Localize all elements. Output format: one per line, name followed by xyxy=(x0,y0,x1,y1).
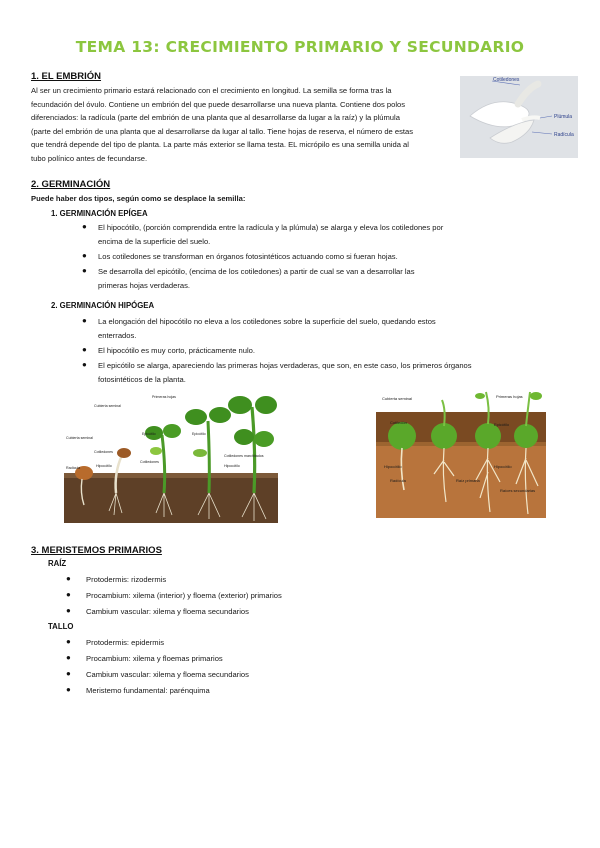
bullet-dot: ● xyxy=(66,606,71,615)
text-line: fecundación del óvulo. Contiene un embrión del que puede desarrollarse una nueva planta. Contiene dos polos xyxy=(31,99,406,109)
bullet-dot: ● xyxy=(82,316,87,325)
bullet-text: Se desarrolla del epicótilo, (encima de los cotiledones) a partir de cual se van a desarrollar las xyxy=(98,267,415,276)
text-line: (parte del embrión de una planta que al desarrollarse da lugar al tallo. Tiene hojas de reserva, el número de estas xyxy=(31,126,414,136)
bullet-text: Procambium: xilema (interior) y floema (exterior) primarios xyxy=(86,591,282,600)
fig-label: Hipocótilo xyxy=(494,464,512,469)
fig-label: Cotiledones marchitados xyxy=(224,454,264,458)
bullet-text: Los cotiledones se transforman en órganos fotosintéticos actuando como si fueran hojas. xyxy=(98,252,398,261)
fig-label: Radícula xyxy=(554,132,574,138)
text-line: que tendrá depende del tipo de planta. La parte más exterior se llama testa. EL micrópilo es una semilla unida al xyxy=(31,140,409,149)
section-heading-embrion: 1. EL EMBRIÓN xyxy=(31,71,102,82)
bullet-dot: ● xyxy=(82,222,87,231)
bullet-dot: ● xyxy=(66,590,71,599)
bullet-text: El epicótilo se alarga, apareciendo las primeras hojas verdaderas, que son, en este caso, los primeros órganos xyxy=(98,361,472,370)
fig-label: Primeras hojas xyxy=(152,395,176,399)
fig-label: Cubierta seminal xyxy=(382,396,413,401)
page-title: TEMA 13: CRECIMIENTO PRIMARIO Y SECUNDARIO xyxy=(75,38,525,56)
bullet-text: Meristemo fundamental: parénquima xyxy=(86,686,210,695)
bullet-text: El hipocótilo es muy corto, prácticamente nulo. xyxy=(98,346,256,355)
bullet-text: fotosintéticos de la planta. xyxy=(98,375,186,384)
bullet-dot: ● xyxy=(66,574,71,583)
bullet-text: La elongación del hipocótilo no eleva a los cotiledones sobre la superficie del suelo, quedando estos xyxy=(98,317,436,326)
fig-label: Epicótilo xyxy=(142,432,156,436)
fig-label: Cubierta seminal xyxy=(66,436,93,440)
text-line: tubo polínico antes de fecundarse. xyxy=(31,153,148,163)
fig-label: Raíces secundarias xyxy=(500,488,536,493)
bullet-text: Cambium vascular: xilema y floema secundarios xyxy=(86,670,249,679)
bullet-dot: ● xyxy=(66,653,71,662)
fig-label: Cotiledones xyxy=(493,77,520,83)
bullet-text: Procambium: xilema y floemas primarios xyxy=(86,654,223,663)
text-line: diferenciados: la radícula (parte del embrión de una planta que al desarrollarse da lugar a la raíz) y la plúmula xyxy=(31,113,400,122)
bullet-text: Protodermis: epidermis xyxy=(86,638,165,647)
subheading-raiz: RAÍZ xyxy=(48,559,67,568)
fig-label: Cubierta seminal xyxy=(94,404,121,408)
bullet-text: encima de la superficie del suelo. xyxy=(98,237,211,246)
fig-label: Plúmula xyxy=(554,114,573,120)
embryo-figure xyxy=(460,76,578,158)
bullet-dot: ● xyxy=(66,637,71,646)
hypogeal-germination-figure xyxy=(376,390,546,518)
bullet-text: primeras hojas verdaderas. xyxy=(98,281,191,290)
section-heading-germinacion: 2. GERMINACIÓN xyxy=(31,179,111,190)
bullet-dot: ● xyxy=(82,360,87,369)
fig-label: Cotiledones xyxy=(94,450,113,454)
bullet-dot: ● xyxy=(82,266,87,275)
fig-label: Radícula xyxy=(66,466,81,470)
section-2-intro: Puede haber dos tipos, según como se desplace la semilla: xyxy=(31,194,246,203)
fig-label: Epicótilo xyxy=(192,432,206,436)
bullet-text: Cambium vascular: xilema y floema secundarios xyxy=(86,607,249,616)
fig-label: Hipocótilo xyxy=(224,464,240,468)
bullet-text: El hipocótilo, (porción comprendida entre la radícula y la plúmula) se alarga y eleva los cotiledones por xyxy=(98,223,444,232)
bullet-dot: ● xyxy=(82,345,87,354)
bullet-dot: ● xyxy=(82,251,87,260)
subheading-hipogea: 2. GERMINACIÓN HIPÓGEA xyxy=(51,301,155,310)
section-heading-meristemos: 3. MERISTEMOS PRIMARIOS xyxy=(31,545,162,556)
fig-label: Epicótilo xyxy=(494,422,510,427)
subheading-tallo: TALLO xyxy=(48,622,74,631)
fig-label: Primeras hojas xyxy=(496,394,523,399)
fig-label: Cotiledón xyxy=(390,420,407,425)
fig-label: Raíz primaria xyxy=(456,478,480,483)
fig-label: Hipocótilo xyxy=(96,464,112,468)
fig-label: Cotiledones xyxy=(140,460,159,464)
bullet-dot: ● xyxy=(66,669,71,678)
fig-label: Hipocótilo xyxy=(384,464,402,469)
fig-label: Radícula xyxy=(390,478,406,483)
subheading-epigea: 1. GERMINACIÓN EPÍGEA xyxy=(51,209,148,218)
text-line: Al ser un crecimiento primario estará relacionado con el crecimiento en longitud. La semilla se forma tras la xyxy=(31,86,392,95)
epigeal-germination-figure xyxy=(64,393,278,523)
bullet-text: Protodermis: rizodermis xyxy=(86,575,167,584)
bullet-dot: ● xyxy=(66,685,71,694)
bullet-text: enterrados. xyxy=(98,331,137,340)
